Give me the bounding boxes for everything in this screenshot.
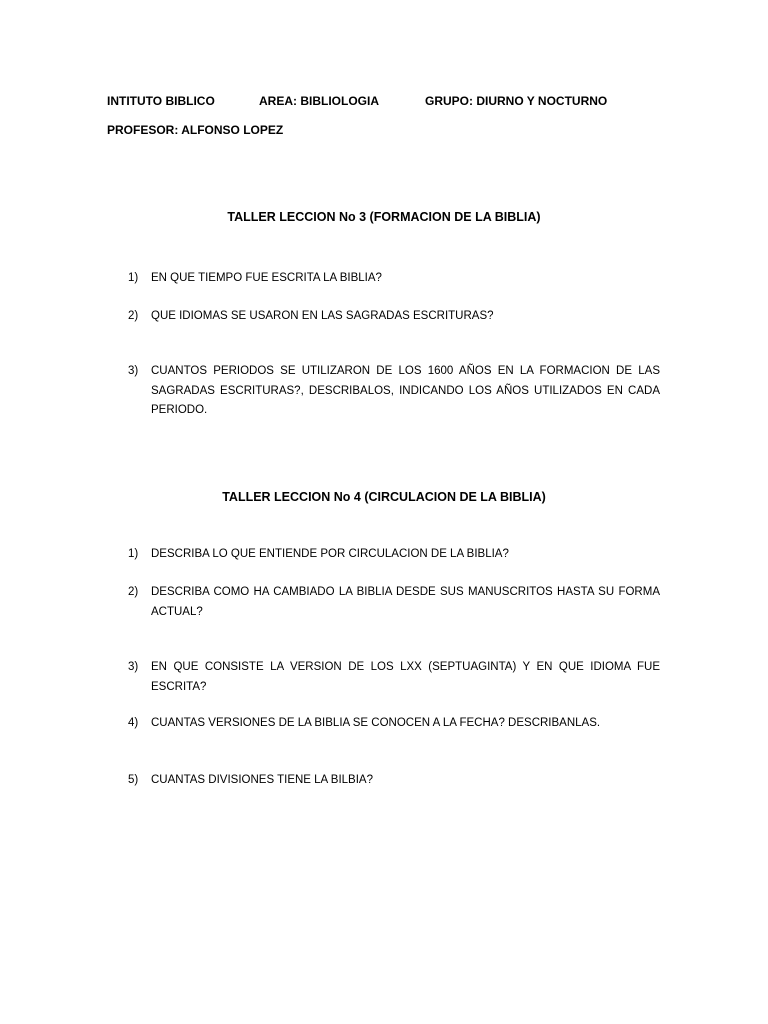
question-text: CUANTAS VERSIONES DE LA BIBLIA SE CONOCEN A LA FECHA? DESCRIBANLAS. — [151, 717, 601, 729]
question-number: 4) — [128, 717, 139, 729]
list-item — [128, 714, 660, 734]
header-institute: INTITUTO BIBLICO — [107, 94, 215, 108]
question-number: 1) — [128, 272, 139, 284]
question-number: 2) — [128, 310, 139, 322]
question-text: EN QUE TIEMPO FUE ESCRITA LA BIBLIA? — [151, 272, 382, 284]
list-item — [128, 771, 660, 791]
header-area: AREA: BIBLIOLOGIA — [259, 94, 379, 108]
question-text: QUE IDIOMAS SE USARON EN LAS SAGRADAS ESCRITURAS? — [151, 310, 494, 322]
list-item — [128, 658, 660, 697]
section4-title: TALLER LECCION No 4 (CIRCULACION DE LA BIBLIA) — [222, 490, 546, 504]
question-text: DESCRIBA LO QUE ENTIENDE POR CIRCULACION DE LA BIBLIA? — [151, 548, 509, 560]
list-item — [128, 307, 660, 327]
question-text: EN QUE CONSISTE LA VERSION DE LOS LXX (SEPTUAGINTA) Y EN QUE IDIOMA FUE ESCRITA? — [151, 661, 660, 693]
list-item — [128, 269, 660, 289]
question-number: 3) — [128, 661, 139, 673]
header-professor: PROFESOR: ALFONSO LOPEZ — [107, 123, 284, 137]
list-item — [128, 583, 660, 622]
section3-title: TALLER LECCION No 3 (FORMACION DE LA BIBLIA) — [227, 210, 541, 224]
question-number: 5) — [128, 774, 139, 786]
question-text: CUANTAS DIVISIONES TIENE LA BILBIA? — [151, 774, 373, 786]
question-number: 1) — [128, 548, 139, 560]
question-number: 2) — [128, 586, 139, 598]
question-number: 3) — [128, 365, 139, 377]
question-text: DESCRIBA COMO HA CAMBIADO LA BIBLIA DESDE SUS MANUSCRITOS HASTA SU FORMA ACTUAL? — [151, 586, 660, 618]
header-group: GRUPO: DIURNO Y NOCTURNO — [425, 94, 608, 108]
list-item — [128, 545, 660, 565]
list-item — [128, 362, 660, 421]
question-text: CUANTOS PERIODOS SE UTILIZARON DE LOS 1600 AÑOS EN LA FORMACION DE LAS SAGRADAS ESCRITURAS?, DESCRIBALOS, INDICANDO LOS AÑOS UTILIZADOS EN CADA PERIODO. — [151, 365, 660, 416]
